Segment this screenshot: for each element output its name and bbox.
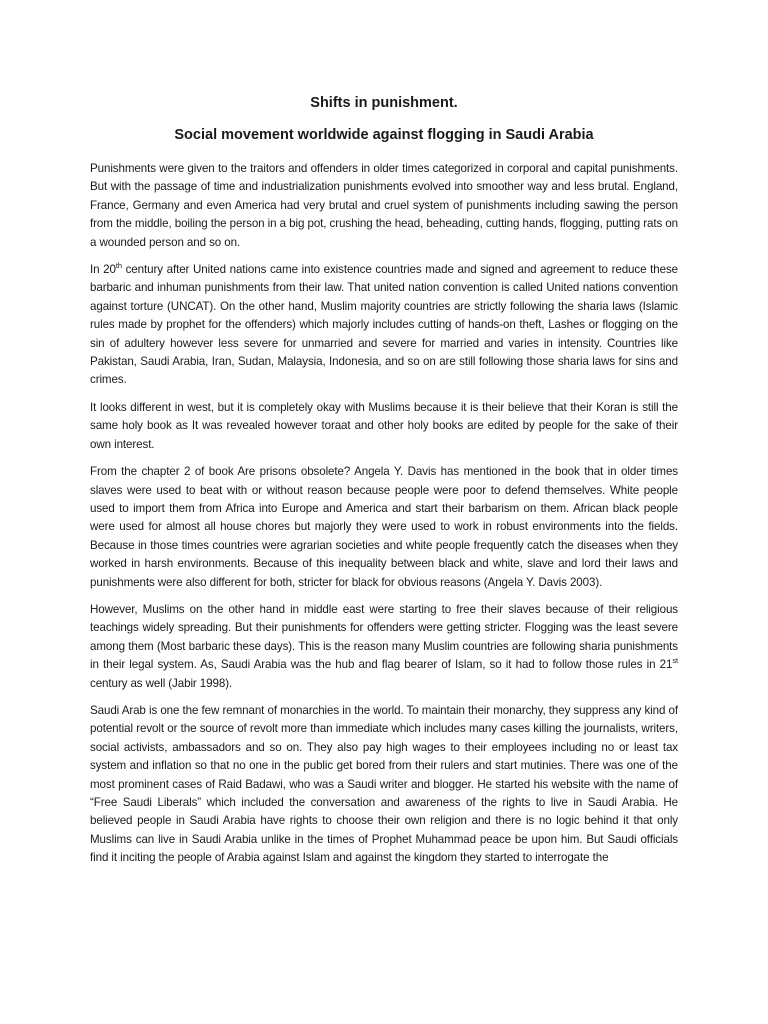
paragraph-2 — [90, 261, 678, 390]
paragraph-3: It looks different in west, but it is completely okay with Muslims because it is their believe that their Koran is still the same holy book as It was revealed however toraat and other holy books are edited by people for the sake of their own interest. — [90, 400, 678, 451]
paragraph-4: From the chapter 2 of book Are prisons obsolete? Angela Y. Davis has mentioned in the book that in older times slaves were used to beat with or without reason because people were poor to defend themselves. White people used to import them from Africa into Europe and America and start their barbarism on them. African black people were used for almost all house chores but majorly they were used to work in robust environments into the fields. Because in those times countries were agrarian societies and white people frequently catch the diseases when they worked in harsh environments. Because of this inequality between black and white, slave and lord their laws and punishments were also different for both, stricter for black for obvious reasons (Angela Y. Davis 2003). — [90, 465, 678, 589]
paragraph-5 — [90, 601, 678, 693]
paragraph-6: Saudi Arab is one the few remnant of monarchies in the world. To maintain their monarchy, they suppress any kind of potential revolt or the source of revolt more than immediate which includes many cases killing the journalists, writers, social activists, ambassadors and so on. They also pay high wages to their employees including no or least tax system and inflation so that no one in the public get bored from their rulers and start mutinies. There was one of the most prominent cases of Raid Badawi, who was a Saudi writer and blogger. He started his website with the name of “Free Saudi Liberals” which included the conversation and awareness of the rights to live in Saudi Arabia. He believed people in Saudi Arabia have rights to choose their own religion and there is no logic behind it that only Muslims can live in Saudi Arabia unlike in the times of Prophet Muhammad peace be upon him. But Saudi officials find it inciting the people of Arabia against Islam and against the kingdom they started to interrogate the — [90, 703, 678, 865]
paragraph-5-start: However, Muslims on the other hand in middle east were starting to free their slaves because of their religious teachings widely spreading. But their punishments for offenders were getting stricter. Flogging was the least severe among them (Most barbaric these days). This is the reason many Muslim countries are following sharia punishments in their legal system. As, Saudi Arabia was the hub and flag bearer of Islam, so it had to follow those rules in 21 — [90, 602, 678, 672]
superscript-th: th — [115, 261, 122, 271]
paragraph-2-rest: century after United nations came into existence countries made and signed and agreement to reduce these barbaric and inhuman punishments from their law. That united nation convention is called United nations convention against torture (UNCAT). On the other hand, Muslim majority countries are strictly following the sharia laws (Islamic rules made by prophet for the offenders) which majorly includes cutting of hands-on theft, Lashes or flogging on the sin of adultery however less severe for unmarried and severe for married and varies in intensity. Countries like Pakistan, Saudi Arabia, Iran, Sudan, Malaysia, Indonesia, and so on are still following those sharia laws for sins and crimes. — [90, 263, 678, 387]
document-title: Shifts in punishment. — [310, 95, 458, 111]
superscript-st: st — [672, 656, 678, 666]
paragraph-1: Punishments were given to the traitors and offenders in older times categorized in corporal and capital punishments. But with the passage of time and industrialization punishments evolved into smoother way and less brutal. England, France, Germany and even America had very brutal and cruel system of punishments including sawing the person from the middle, boiling the person in a big pot, crushing the head, beheading, cutting hands, flogging, putting rats on a wounded person and so on. — [90, 162, 678, 249]
document-subtitle: Social movement worldwide against flogging in Saudi Arabia — [174, 127, 594, 143]
paragraph-2-start: In 20 — [90, 263, 116, 277]
paragraph-5-rest: century as well (Jabir 1998). — [90, 676, 233, 690]
document-page — [90, 94, 678, 877]
